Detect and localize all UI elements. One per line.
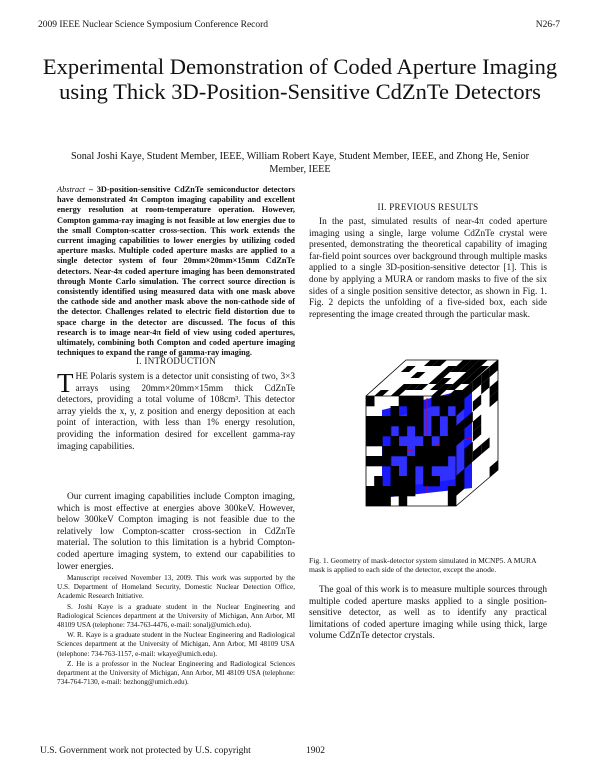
conference-header: 2009 IEEE Nuclear Science Symposium Conference Record <box>38 20 269 30</box>
author-list: Sonal Joshi Kaye, Student Member, IEEE, William Robert Kaye, Student Member, IEEE, and Zhong He, Senior Member, IEEE <box>70 151 530 175</box>
abstract <box>57 185 295 358</box>
mask-cell <box>399 396 407 406</box>
goal-paragraph: The goal of this work is to measure multiple sources through multiple coded aperture masks applied to a single position-sensitive detector, as well as to identify any practical limitations of coded aperture imaging while using thick, large volume CdZnTe detector crystals. <box>309 585 547 642</box>
mask-cell <box>391 436 399 446</box>
mask-cell <box>366 486 374 496</box>
mask-cell <box>366 396 374 406</box>
mask-cell <box>440 456 448 466</box>
footnote-manuscript: Manuscript received November 13, 2009. This work was supported by the U.S. Department of Homeland Security, Domestic Nuclear Detection Office, Academic Research Initiative. <box>57 574 295 601</box>
mask-cell <box>423 456 431 466</box>
section-heading-introduction: I. INTRODUCTION <box>136 356 216 366</box>
mask-cell <box>374 456 382 466</box>
mask-cell <box>481 437 489 454</box>
figure-1-mask-cube <box>352 338 512 548</box>
mask-cell <box>431 416 439 426</box>
mask-cell <box>423 446 431 456</box>
mask-cell <box>407 406 415 416</box>
mask-cell <box>382 486 390 496</box>
mask-cell <box>448 426 456 436</box>
mask-cell <box>391 406 399 416</box>
figure-1-caption: Fig. 1. Geometry of mask-detector system simulated in MCNP5. A MURA mask is applied to each side of the detector, except the anode. <box>309 556 537 575</box>
mask-cell <box>490 360 498 377</box>
mask-cell <box>366 416 374 426</box>
mask-cell <box>431 446 439 456</box>
paper-title: Experimental Demonstration of Coded Aperture Imaging using Thick 3D-Position-Sensitive CdZnTe Detectors <box>42 54 558 104</box>
mask-cell <box>411 372 426 378</box>
mask-cell <box>382 426 390 436</box>
intro-paragraph-1-text: HE Polaris system is a detector unit consisting of two, 3×3 arrays using 20mm×20mm×15mm thick CdZnTe detectors, providing a total volume of 108cm³. This detector array yields the x, y, z position and energy deposition at each point of interaction, with less than 1% energy resolution, providing the information desired for excellent gamma-ray imaging capabilities. <box>57 372 295 452</box>
mask-cell <box>391 476 399 486</box>
mask-cell <box>423 436 431 446</box>
mask-cell <box>399 416 407 426</box>
drop-cap: T <box>57 368 74 398</box>
mask-cell <box>399 446 407 456</box>
copyright-notice: U.S. Government work not protected by U.S. copyright <box>40 746 251 756</box>
mask-cell <box>407 466 415 476</box>
mask-cell <box>415 396 423 406</box>
mask-cell <box>374 436 382 446</box>
mask-cell <box>431 396 439 406</box>
mask-cell <box>490 460 498 477</box>
mask-cell <box>407 456 415 466</box>
mask-cell <box>431 476 439 486</box>
mask-cell <box>473 444 481 461</box>
paper-id: N26-7 <box>535 20 560 30</box>
mask-cube-illustration <box>352 338 512 548</box>
mask-cell <box>366 496 374 506</box>
mask-cell <box>407 486 415 496</box>
intro-paragraph-1 <box>57 368 295 453</box>
mask-cell <box>374 416 382 426</box>
mask-cell <box>407 416 415 426</box>
mask-cell <box>440 446 448 456</box>
mask-cell <box>448 416 456 426</box>
abstract-label: Abstract <box>57 185 86 194</box>
mask-cell <box>448 446 456 456</box>
mask-cell <box>423 476 431 486</box>
mask-cell <box>366 436 374 446</box>
mask-cell <box>391 416 399 426</box>
mask-cell <box>435 372 450 378</box>
mask-cell <box>431 456 439 466</box>
mask-cell <box>448 396 456 406</box>
mask-cell <box>391 390 406 396</box>
footnote-author-3: Z. He is a professor in the Nuclear Engineering and Radiological Sciences department at the University of Michigan, Ann Arbor, MI 48109 USA (telephone: 734-764-7130, e-mail: hezhong@umich.edu). <box>57 659 295 687</box>
footnotes <box>57 574 295 688</box>
mask-cell <box>440 436 448 446</box>
mask-cell <box>407 476 415 486</box>
abstract-text: – 3D-position-sensitive CdZnTe semiconductor detectors have demonstrated 4π Compton imaging capability and excellent energy resolution at room-temperature operation. However, Compton gamma-ray imaging is not feasible at low energies due to the small Compton-scatter cross-section. This work extends the current imaging capabilities to lower energies by utilizing coded aperture masks. Multiple coded aperture masks are applied to a single detector system of four 20mm×20mm×15mm CdZnTe detectors. Near-4π coded aperture imaging has been demonstrated through Monte Carlo simulation. The correct source direction is consistently identified using measured data with one mask above the cathode side and another mask above the non-cathode side of the detector. Challenges related to electric field distortion due to space charge in the detector are discussed. The focus of this research is to image near-4π field of view using coded apertures, ultimately, combining both Compton and coded aperture imaging techniques to expand the range of gamma-ray imaging. <box>57 185 295 358</box>
mask-cell <box>448 486 456 496</box>
mask-cell <box>440 406 448 416</box>
mask-cell <box>415 446 423 456</box>
previous-results-paragraph: In the past, simulated results of near-4π coded aperture imaging using a single, large volume CdZnTe crystal were presented, demonstrating the theoretical capability of imaging far-field point sources over background through multiple masks applied to a single 3D-position-sensitive detector [1]. This is done by applying a MURA or random masks to five of the six sides of a single position sensitive detector, as shown in Fig. 1. Fig. 2 depicts the unfolding of a five-sided box, each side representing the image created through the particular mask. <box>309 217 547 320</box>
mask-cell <box>391 486 399 496</box>
mask-cell <box>366 426 374 436</box>
mask-cell <box>440 396 448 406</box>
page-number: 1902 <box>306 746 325 756</box>
mask-cell <box>374 390 389 396</box>
mask-cell <box>374 486 382 496</box>
mask-cell <box>415 406 423 416</box>
mask-cell <box>407 396 415 406</box>
mask-cell <box>415 416 423 426</box>
intro-paragraph-2: Our current imaging capabilities include Compton imaging, which is most effective at energies above 300keV. However, below 300keV Compton imaging is not feasible due to the relatively low Compton-scatter cross-section in CdZnTe material. The solution to this limitation is a hybrid Compton-coded aperture imaging system, to extend our capabilities to lower energies. <box>57 492 295 572</box>
mask-cell <box>366 456 374 466</box>
mask-cell <box>391 446 399 456</box>
mask-cell <box>399 496 407 506</box>
mask-cell <box>382 456 390 466</box>
section-heading-previous-results: II. PREVIOUS RESULTS <box>377 202 479 212</box>
mask-cell <box>391 466 399 476</box>
mask-cell <box>382 446 390 456</box>
mask-cell <box>423 466 431 476</box>
mask-cell <box>374 496 382 506</box>
mask-cell <box>401 366 416 372</box>
mask-cell <box>382 496 390 506</box>
mask-cell <box>473 394 481 411</box>
mask-cell <box>415 426 423 436</box>
mask-cell <box>399 486 407 496</box>
mask-cell <box>374 476 382 486</box>
mask-cell <box>399 426 407 436</box>
mask-cell <box>374 426 382 436</box>
mask-cell <box>431 426 439 436</box>
mask-cell <box>399 476 407 486</box>
mask-cell <box>382 416 390 426</box>
mask-cell <box>448 496 456 506</box>
footnote-author-1: S. Joshi Kaye is a graduate student in the Nuclear Engineering and Radiological Sciences department at the University of Michigan, Ann Arbor, MI 48109 USA (telephone: 734-763-4476, e-mail: sonalj@umich.edu). <box>57 602 295 630</box>
mask-cell <box>415 456 423 466</box>
footnote-author-2: W. R. Kaye is a graduate student in the Nuclear Engineering and Radiological Sciences department at the University of Michigan, Ann Arbor, MI 48109 USA (telephone: 734-763-1157, e-mail: wkaye@umich.edu). <box>57 631 295 658</box>
mask-cell <box>448 436 456 446</box>
